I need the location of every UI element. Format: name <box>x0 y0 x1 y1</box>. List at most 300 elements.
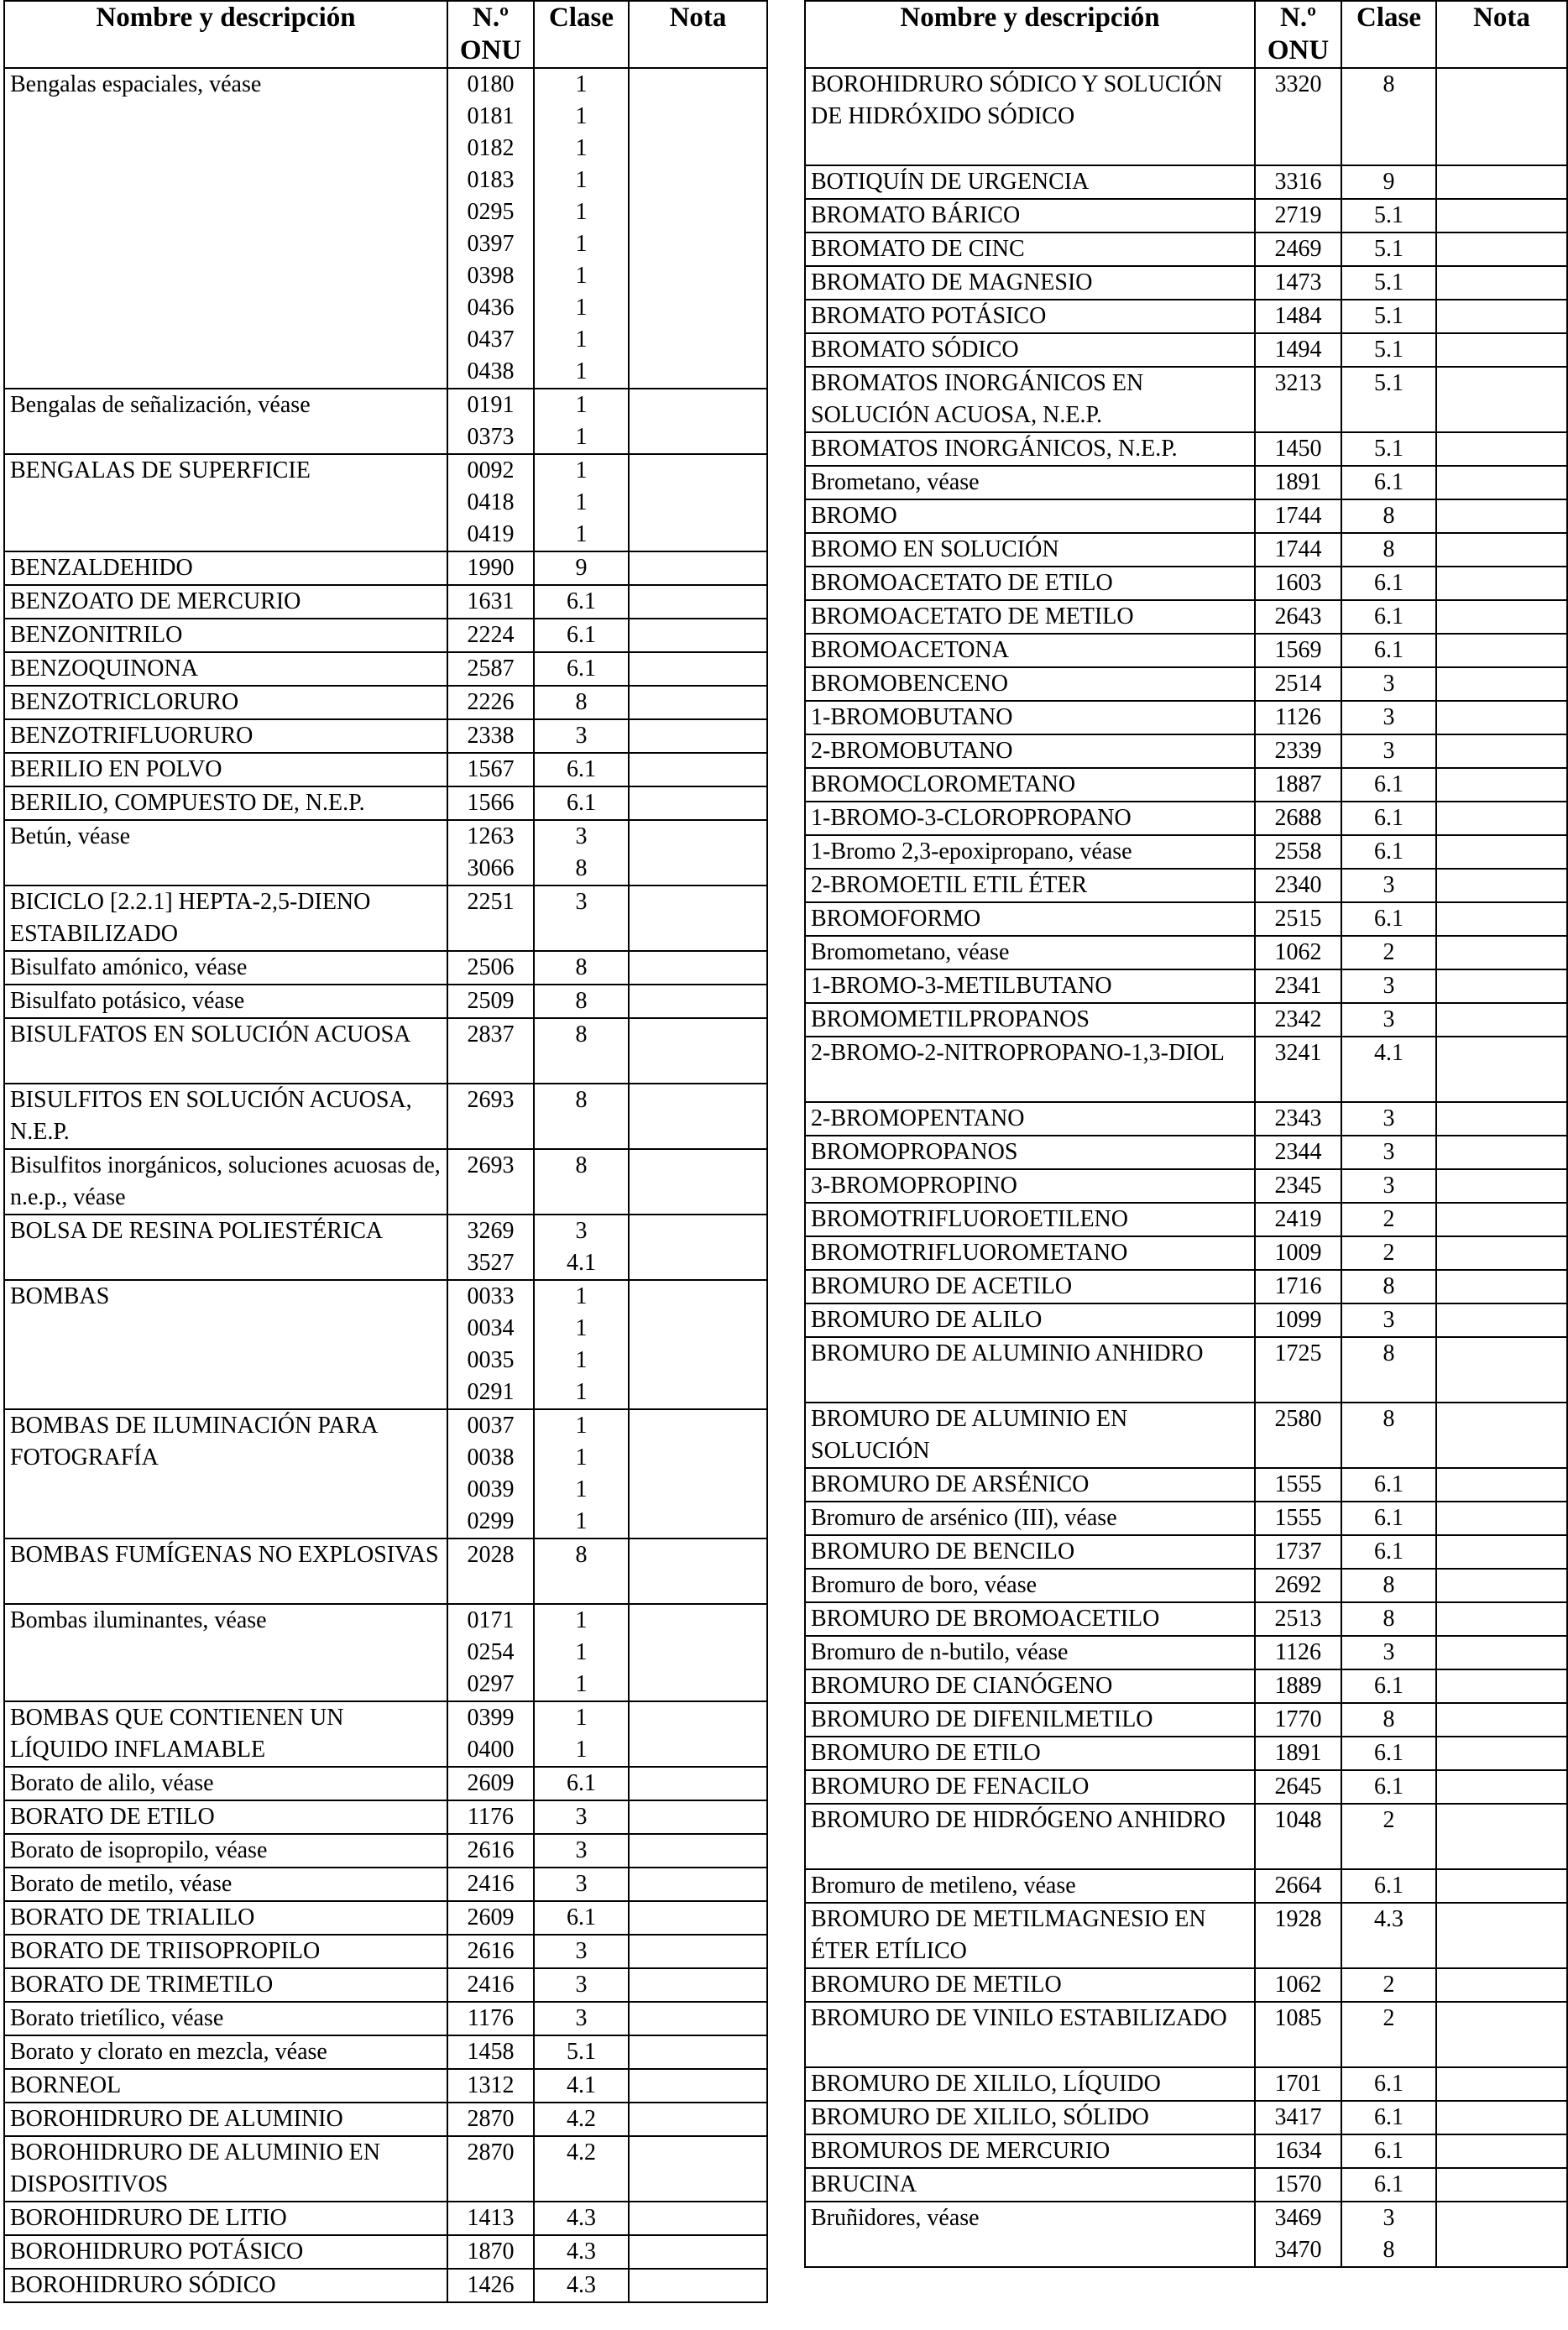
note-cell <box>1436 869 1567 902</box>
hazard-class-cell <box>534 719 629 753</box>
substance-name: Bromuro de boro, véase <box>805 1569 1255 1602</box>
table-row <box>805 300 1567 333</box>
un-number: 0436 <box>467 295 515 321</box>
un-number-cell <box>1255 1403 1341 1468</box>
table-row <box>805 1203 1567 1236</box>
right-header-row <box>805 1 1567 68</box>
hazard-class-cell <box>1341 1403 1436 1468</box>
table-row <box>805 2168 1567 2202</box>
hazard-class-cell <box>1341 869 1436 902</box>
hazard-class-cell <box>1341 1203 1436 1236</box>
substance-name: BROMOFORMO <box>805 902 1255 936</box>
hazard-class: 6.1 <box>1374 805 1403 831</box>
table-row <box>4 652 767 686</box>
table-row <box>805 969 1567 1003</box>
note-cell <box>1436 2134 1567 2168</box>
note-cell <box>629 2235 767 2269</box>
un-number: 0191 <box>467 392 515 418</box>
un-number: 0092 <box>467 457 515 483</box>
table-row <box>805 1569 1567 1602</box>
table-row <box>805 199 1567 232</box>
hazard-class: 1 <box>575 1639 588 1665</box>
note-cell <box>1436 2002 1567 2067</box>
substance-name: Bisulfato amónico, véase <box>4 951 447 985</box>
hazard-class: 3 <box>1382 973 1395 999</box>
un-number-cell <box>1255 432 1341 466</box>
hazard-class: 6.1 <box>1374 1539 1403 1565</box>
note-cell <box>1436 936 1567 969</box>
un-number-cell <box>1255 936 1341 969</box>
un-number: 1085 <box>1274 2005 1322 2031</box>
substance-name: BENZOTRIFLUORURO <box>4 719 447 753</box>
un-number-cell <box>447 585 534 619</box>
hazard-class: 1 <box>575 327 588 353</box>
un-number-cell <box>447 686 534 719</box>
note-cell <box>1436 634 1567 667</box>
table-row <box>805 1303 1567 1337</box>
un-number: 2339 <box>1274 738 1322 764</box>
hazard-class: 1 <box>575 1347 588 1373</box>
substance-name: Bromuro de metileno, véase <box>805 1869 1255 1903</box>
substance-name: Borato trietílico, véase <box>4 2002 447 2035</box>
hazard-class: 2 <box>1382 1807 1395 1833</box>
substance-name: BROMURO DE ALILO <box>805 1303 1255 1337</box>
hazard-class: 1 <box>575 424 588 450</box>
table-row <box>4 1409 767 1539</box>
note-cell <box>1436 1669 1567 1703</box>
hazard-class: 4.1 <box>567 1250 596 1276</box>
un-number-cell <box>447 68 534 389</box>
hazard-class-cell <box>1341 1569 1436 1602</box>
table-row <box>4 1935 767 1968</box>
substance-name: BENGALAS DE SUPERFICIE <box>4 454 447 551</box>
hazard-class-cell <box>1341 432 1436 466</box>
un-number-cell <box>447 1800 534 1834</box>
hazard-class: 3 <box>575 1837 588 1863</box>
un-number-cell <box>1255 734 1341 768</box>
header-class: Clase <box>534 1 629 68</box>
hazard-class-cell <box>1341 1636 1436 1669</box>
note-cell <box>1436 1169 1567 1203</box>
note-cell <box>629 1018 767 1084</box>
un-number: 0038 <box>467 1444 515 1471</box>
un-number: 2580 <box>1274 1406 1322 1432</box>
un-number-cell <box>447 1018 534 1084</box>
un-number: 2693 <box>467 1087 515 1113</box>
header-onu-line: ONU <box>1267 35 1330 65</box>
un-number-cell <box>1255 1203 1341 1236</box>
un-number: 0039 <box>467 1476 515 1502</box>
un-number: 1426 <box>467 2272 515 2298</box>
hazard-class: 3 <box>1382 872 1395 898</box>
table-row <box>805 333 1567 367</box>
table-row <box>4 1215 767 1280</box>
un-number-cell <box>447 2103 534 2136</box>
un-number-cell <box>447 551 534 585</box>
hazard-class: 6.1 <box>1374 1774 1403 1800</box>
un-number: 1889 <box>1274 1673 1322 1699</box>
un-number: 3527 <box>467 1250 515 1276</box>
note-cell <box>629 652 767 686</box>
substance-name: BROMURO DE ALUMINIO ANHIDRO <box>805 1337 1255 1403</box>
hazard-class-cell <box>534 68 629 389</box>
substance-name: Bromuro de n-butilo, véase <box>805 1636 1255 1669</box>
note-cell <box>629 551 767 585</box>
substance-name: BORNEOL <box>4 2069 447 2103</box>
un-number-cell <box>447 1901 534 1935</box>
hazard-class: 1 <box>575 295 588 321</box>
hazard-class-cell <box>534 1767 629 1800</box>
note-cell <box>629 1604 767 1701</box>
table-row <box>4 686 767 719</box>
right-table-body <box>805 68 1567 2267</box>
hazard-class-cell <box>1341 1337 1436 1403</box>
note-cell <box>1436 1203 1567 1236</box>
un-number-cell <box>1255 367 1341 432</box>
note-cell <box>1436 2202 1567 2267</box>
hazard-class: 4.3 <box>567 2272 596 2298</box>
substance-name: BROMO EN SOLUCIÓN <box>805 533 1255 567</box>
hazard-class-cell <box>1341 969 1436 1003</box>
un-number: 1484 <box>1274 303 1322 329</box>
substance-name: BROMURO DE VINILO ESTABILIZADO <box>805 2002 1255 2067</box>
un-number: 2251 <box>467 889 515 915</box>
un-number-cell <box>447 2235 534 2269</box>
un-number-cell <box>1255 567 1341 600</box>
table-row <box>805 232 1567 266</box>
un-number: 1603 <box>1274 570 1322 596</box>
hazard-class-cell <box>534 1215 629 1280</box>
un-number: 2514 <box>1274 671 1322 697</box>
table-row <box>805 1968 1567 2002</box>
hazard-class-cell <box>534 1018 629 1084</box>
hazard-class-cell <box>1341 333 1436 367</box>
left-header-row <box>4 1 767 68</box>
table-row <box>805 1535 1567 1569</box>
substance-name: BROMURO DE XILILO, SÓLIDO <box>805 2101 1255 2134</box>
hazard-class-cell <box>1341 1037 1436 1102</box>
hazard-class-cell <box>534 886 629 951</box>
un-number-cell <box>1255 969 1341 1003</box>
hazard-class-cell <box>1341 1102 1436 1136</box>
table-row <box>805 266 1567 300</box>
substance-name: Betún, véase <box>4 820 447 886</box>
header-name: Nombre y descripción <box>805 1 1255 68</box>
hazard-class-cell <box>1341 567 1436 600</box>
note-cell <box>1436 2168 1567 2202</box>
note-cell <box>1436 1869 1567 1903</box>
un-number: 1566 <box>467 790 515 816</box>
note-cell <box>1436 1602 1567 1636</box>
un-number: 1099 <box>1274 1307 1322 1333</box>
table-row <box>4 985 767 1018</box>
hazard-class-cell <box>534 1901 629 1935</box>
un-number: 0418 <box>467 489 515 515</box>
hazard-class: 8 <box>575 1152 588 1178</box>
note-cell <box>1436 1037 1567 1102</box>
hazard-class-cell <box>534 1084 629 1149</box>
un-number-cell <box>447 820 534 886</box>
table-row <box>805 466 1567 499</box>
note-cell <box>1436 1003 1567 1037</box>
un-number-cell <box>1255 1169 1341 1203</box>
un-number-cell <box>1255 2002 1341 2067</box>
left-table <box>3 0 768 2303</box>
un-number: 1744 <box>1274 503 1322 529</box>
un-number-cell <box>447 1767 534 1800</box>
hazard-class: 1 <box>575 263 588 289</box>
hazard-class: 3 <box>1382 1639 1395 1665</box>
table-row <box>4 1868 767 1901</box>
un-number-cell <box>1255 1468 1341 1502</box>
note-cell <box>629 1409 767 1539</box>
hazard-class-cell <box>1341 1535 1436 1569</box>
substance-name: BROMOBENCENO <box>805 667 1255 701</box>
substance-name: Borato de isopropilo, véase <box>4 1834 447 1868</box>
note-cell <box>629 2202 767 2235</box>
un-number-cell <box>1255 232 1341 266</box>
hazard-class-cell <box>1341 1968 1436 2002</box>
note-cell <box>629 753 767 786</box>
hazard-class-cell <box>1341 232 1436 266</box>
substance-name: BERILIO, COMPUESTO DE, N.E.P. <box>4 786 447 820</box>
un-number: 2837 <box>467 1021 515 1047</box>
substance-name: Bombas iluminantes, véase <box>4 1604 447 1701</box>
hazard-class: 3 <box>1382 1139 1395 1165</box>
hazard-class: 6.1 <box>1374 1740 1403 1766</box>
un-number: 3269 <box>467 1218 515 1244</box>
table-row <box>805 1468 1567 1502</box>
un-number: 2342 <box>1274 1006 1322 1032</box>
table-row <box>4 1280 767 1409</box>
hazard-class-cell <box>1341 466 1436 499</box>
un-number: 2693 <box>467 1152 515 1178</box>
table-row <box>805 1669 1567 1703</box>
table-row <box>805 1770 1567 1804</box>
substance-name: BORATO DE TRIISOPROPILO <box>4 1935 447 1968</box>
substance-name: BENZOQUINONA <box>4 652 447 686</box>
note-cell <box>629 1084 767 1149</box>
hazard-class: 4.1 <box>567 2072 596 2098</box>
substance-name: 2-BROMOBUTANO <box>805 734 1255 768</box>
hazard-class: 3 <box>1382 1173 1395 1199</box>
un-number: 0291 <box>467 1379 515 1405</box>
note-cell <box>629 585 767 619</box>
hazard-class: 1 <box>575 457 588 483</box>
note-cell <box>629 454 767 551</box>
substance-name: BENZOATO DE MERCURIO <box>4 585 447 619</box>
un-number-cell <box>447 2002 534 2035</box>
un-number: 3213 <box>1274 370 1322 396</box>
note-cell <box>629 1868 767 1901</box>
substance-name: BROMATOS INORGÁNICOS, N.E.P. <box>805 432 1255 466</box>
header-onu-line: N.º <box>473 3 509 33</box>
substance-name: BROMOACETATO DE METILO <box>805 600 1255 634</box>
hazard-class: 1 <box>575 103 588 129</box>
substance-name: BROMURO DE METILMAGNESIO EN ÉTER ETÍLICO <box>805 1903 1255 1968</box>
substance-name: BOROHIDRURO DE LITIO <box>4 2202 447 2235</box>
un-number: 1634 <box>1274 2138 1322 2164</box>
hazard-class-cell <box>1341 2067 1436 2101</box>
un-number-cell <box>447 1409 534 1539</box>
note-cell <box>1436 567 1567 600</box>
hazard-class-cell <box>534 2202 629 2235</box>
hazard-class: 8 <box>1382 1606 1395 1632</box>
substance-name: BROMURO DE FENACILO <box>805 1770 1255 1804</box>
hazard-class: 8 <box>575 689 588 715</box>
table-row <box>805 1737 1567 1770</box>
hazard-class: 8 <box>575 1087 588 1113</box>
table-row <box>805 701 1567 734</box>
note-cell <box>629 1935 767 1968</box>
substance-name: BROMOMETILPROPANOS <box>805 1003 1255 1037</box>
note-cell <box>1436 1703 1567 1737</box>
substance-name: 2-BROMOPENTANO <box>805 1102 1255 1136</box>
substance-name: BICICLO [2.2.1] HEPTA-2,5-DIENO ESTABILIZADO <box>4 886 447 951</box>
un-number: 2688 <box>1274 805 1322 831</box>
note-cell <box>1436 1136 1567 1169</box>
un-number: 1770 <box>1274 1706 1322 1732</box>
hazard-class-cell <box>534 985 629 1018</box>
un-number-cell <box>447 1215 534 1280</box>
hazard-class: 3 <box>1382 704 1395 730</box>
hazard-class-cell <box>1341 1737 1436 1770</box>
note-cell <box>1436 199 1567 232</box>
note-cell <box>1436 1636 1567 1669</box>
un-number-cell <box>447 1604 534 1701</box>
note-cell <box>1436 1968 1567 2002</box>
substance-name: BROMOTRIFLUOROMETANO <box>805 1236 1255 1270</box>
un-number-cell <box>447 1084 534 1149</box>
table-row <box>4 2035 767 2069</box>
un-number: 2870 <box>467 2106 515 2132</box>
un-number: 0295 <box>467 199 515 225</box>
table-row <box>805 835 1567 869</box>
hazard-class-cell <box>534 951 629 985</box>
table-row <box>805 68 1567 165</box>
un-number-cell <box>447 619 534 652</box>
substance-name: BROMURO DE XILILO, LÍQUIDO <box>805 2067 1255 2101</box>
un-number: 3320 <box>1274 71 1322 97</box>
hazard-class: 6.1 <box>1374 603 1403 630</box>
substance-name: 1-Bromo 2,3-epoxipropano, véase <box>805 835 1255 869</box>
hazard-class: 2 <box>1382 939 1395 965</box>
note-cell <box>1436 2067 1567 2101</box>
un-number: 2870 <box>467 2139 515 2165</box>
un-number-cell <box>1255 1903 1341 1968</box>
un-number: 1744 <box>1274 536 1322 562</box>
table-row <box>805 600 1567 634</box>
note-cell <box>1436 1535 1567 1569</box>
un-number: 2609 <box>467 1904 515 1930</box>
un-number-cell <box>447 454 534 551</box>
note-cell <box>1436 68 1567 165</box>
hazard-class: 8 <box>1382 536 1395 562</box>
substance-name: BROMOCLOROMETANO <box>805 768 1255 802</box>
un-number: 0397 <box>467 231 515 257</box>
table-row <box>4 1084 767 1149</box>
hazard-class-cell <box>534 2035 629 2069</box>
hazard-class: 3 <box>575 1972 588 1998</box>
hazard-class: 6.1 <box>1374 1471 1403 1497</box>
table-row <box>805 2134 1567 2168</box>
un-number-cell <box>1255 835 1341 869</box>
note-cell <box>1436 1337 1567 1403</box>
hazard-class: 3 <box>1382 738 1395 764</box>
table-row <box>4 585 767 619</box>
table-row <box>4 1767 767 1800</box>
hazard-class: 2 <box>1382 1206 1395 1232</box>
hazard-class-cell <box>534 2069 629 2103</box>
table-row <box>4 2136 767 2202</box>
hazard-class: 6.1 <box>567 756 596 782</box>
hazard-class: 5.1 <box>1374 269 1403 295</box>
table-row <box>4 2202 767 2235</box>
note-cell <box>629 1901 767 1935</box>
hazard-class: 4.2 <box>567 2106 596 2132</box>
hazard-class: 2 <box>1382 2005 1395 2031</box>
substance-name: BROMURO DE BENCILO <box>805 1535 1255 1569</box>
substance-name: 3-BROMOPROPINO <box>805 1169 1255 1203</box>
un-number: 1555 <box>1274 1505 1322 1531</box>
hazard-class: 6.1 <box>567 656 596 682</box>
un-number-cell <box>447 2269 534 2302</box>
un-number: 0171 <box>467 1607 515 1633</box>
hazard-class: 1 <box>575 521 588 547</box>
un-number: 2645 <box>1274 1774 1322 1800</box>
substance-name: Brometano, véase <box>805 466 1255 499</box>
table-row <box>805 1270 1567 1303</box>
substance-name: BROMURO DE CIANÓGENO <box>805 1669 1255 1703</box>
hazard-class: 6.1 <box>567 1904 596 1930</box>
hazard-class: 1 <box>575 1508 588 1534</box>
substance-name: BORATO DE TRIALILO <box>4 1901 447 1935</box>
hazard-class-cell <box>1341 1169 1436 1203</box>
hazard-class: 1 <box>575 1476 588 1502</box>
table-row <box>805 1703 1567 1737</box>
un-number-cell <box>447 1935 534 1968</box>
substance-name: BROMURO DE METILO <box>805 1968 1255 2002</box>
hazard-class: 5.1 <box>1374 236 1403 262</box>
hazard-class: 3 <box>575 1804 588 1830</box>
substance-name: BOROHIDRURO SÓDICO <box>4 2269 447 2302</box>
un-number: 2338 <box>467 723 515 749</box>
hazard-class: 1 <box>575 1379 588 1405</box>
un-number-cell <box>1255 266 1341 300</box>
substance-name: 2-BROMOETIL ETIL ÉTER <box>805 869 1255 902</box>
un-number: 2558 <box>1274 838 1322 865</box>
note-cell <box>629 2035 767 2069</box>
hazard-class-cell <box>534 2103 629 2136</box>
un-number: 1312 <box>467 2072 515 2098</box>
un-number-cell <box>1255 1737 1341 1770</box>
hazard-class: 8 <box>1382 1706 1395 1732</box>
table-row <box>4 2235 767 2269</box>
un-number: 2340 <box>1274 872 1322 898</box>
hazard-class-cell <box>534 389 629 454</box>
substance-name: BROMATO BÁRICO <box>805 199 1255 232</box>
un-number: 1009 <box>1274 1240 1322 1266</box>
hazard-class: 6.1 <box>1374 838 1403 865</box>
hazard-class: 6.1 <box>567 1770 596 1796</box>
note-cell <box>629 1280 767 1409</box>
hazard-class-cell <box>1341 2202 1436 2267</box>
hazard-class: 9 <box>1382 169 1395 195</box>
note-cell <box>629 686 767 719</box>
table-row <box>4 2103 767 2136</box>
hazard-class-cell <box>1341 1804 1436 1869</box>
un-number: 2719 <box>1274 202 1322 228</box>
